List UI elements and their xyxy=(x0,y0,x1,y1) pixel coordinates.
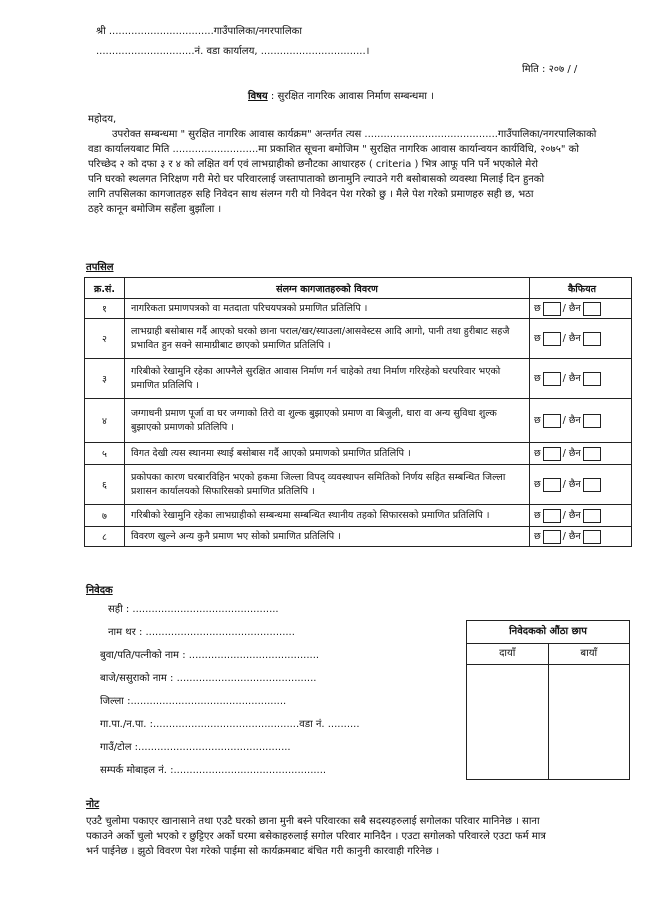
yes-label: छ xyxy=(534,479,541,491)
row-serial: ७ xyxy=(85,505,125,527)
note-line: पकाउने अर्को चुलो भएको र छुट्टिएर अर्को घरमा बसेकाहरुलाई सगोल परिवार मानिदैन । एउटा सगोलको परिवारले एउटा फर्म मात्र xyxy=(86,831,546,842)
row-description: नागरिकता प्रमाणपत्रको वा मतदाता परिचयपत्रको प्रमाणित प्रतिलिपि । xyxy=(125,299,530,319)
row-serial: ४ xyxy=(85,399,125,443)
left-thumb-area[interactable] xyxy=(549,665,630,779)
note-heading: नोट xyxy=(86,799,100,810)
table-header-row xyxy=(85,278,632,299)
row-remarks xyxy=(530,359,632,399)
no-checkbox[interactable] xyxy=(583,530,601,544)
no-label: / छैन xyxy=(562,303,581,315)
row-description: विवरण खुल्ने अन्य कुनै प्रमाण भए सोको प्रमाणित प्रतिलिपि । xyxy=(125,527,530,547)
mobile-field[interactable]: सम्पर्क मोबाइल नं. :................................................ xyxy=(100,765,327,776)
municipality-line: श्री .................................गाउँपालिका/नगरपालिका xyxy=(96,26,302,37)
yes-label: छ xyxy=(534,333,541,345)
row-description: प्रकोपका कारण घरबारविहिन भएको हकमा जिल्ला विपद् व्यवस्थापन समितिको निर्णय सहित सम्बन्धित जिल्ला प्रशासन कार्यालयको सिफारिसको प्रमाणित प्रतिलिपि । xyxy=(125,465,530,505)
yes-label: छ xyxy=(534,303,541,315)
header-remarks: कैफियत xyxy=(530,278,632,299)
table-row xyxy=(85,299,632,319)
header-description: संलग्न कागजातहरुको विवरण xyxy=(125,278,530,299)
thumbprint-area xyxy=(467,665,629,779)
body-line: वडा कार्यालयबाट मिति ...........................मा प्रकाशित सूचना बमोजिम " सुरक्षित नागरिक आवास कार्यान्वयन कार्यविधि, २०७५" को xyxy=(88,144,579,155)
yes-checkbox[interactable] xyxy=(543,530,561,544)
table-row xyxy=(85,359,632,399)
row-serial: ५ xyxy=(85,443,125,465)
no-label: / छैन xyxy=(562,531,581,543)
row-remarks xyxy=(530,319,632,359)
no-checkbox[interactable] xyxy=(583,332,601,346)
no-label: / छैन xyxy=(562,333,581,345)
row-remarks xyxy=(530,505,632,527)
no-checkbox[interactable] xyxy=(583,509,601,523)
row-serial: ८ xyxy=(85,527,125,547)
documents-table xyxy=(84,277,632,547)
row-remarks xyxy=(530,399,632,443)
no-label: / छैन xyxy=(562,415,581,427)
municipality-ward-field[interactable]: गा.पा./न.पा. :..............................................वडा नं. .......... xyxy=(100,719,360,730)
row-remarks xyxy=(530,299,632,319)
row-remarks xyxy=(530,527,632,547)
header-serial: क्र.सं. xyxy=(85,278,125,299)
left-thumb-label: बायाँ xyxy=(580,648,598,659)
yes-label: छ xyxy=(534,531,541,543)
district-field[interactable]: जिल्ला :................................................. xyxy=(100,696,287,707)
row-remarks xyxy=(530,465,632,505)
note-line: भर्न पाईनेछ । झुठो विवरण पेश गरेको पाईमा सो कार्यक्रमबाट बंचित गरी कानुनी कारवाही गरिनेछ । xyxy=(86,846,440,857)
table-row xyxy=(85,505,632,527)
grandfather-fatherinlaw-field[interactable]: बाजे/ससुराको नाम : ............................................ xyxy=(100,673,317,684)
body-line: पनि घरको स्थलगत निरिक्षण गरी मेरो घर परिवारलाई जस्तापाताको छानामुनि ल्याउने गरी बसोबासको व्यवस्था मिलाई दिन हुनको xyxy=(88,174,545,185)
no-label: / छैन xyxy=(562,479,581,491)
row-serial: १ xyxy=(85,299,125,319)
signature-field[interactable]: सही : .............................................. xyxy=(108,604,279,615)
body-paragraph xyxy=(88,127,636,217)
no-label: / छैन xyxy=(562,510,581,522)
ward-office-line: ...............................नं. वडा कार्यालय, .................................। xyxy=(96,46,370,57)
no-label: / छैन xyxy=(562,448,581,460)
yes-label: छ xyxy=(534,448,541,460)
no-checkbox[interactable] xyxy=(583,478,601,492)
note-paragraph xyxy=(86,814,634,859)
body-line: ठहरे कानून बमोजिम सहँला बुझाँला । xyxy=(88,204,222,215)
row-serial: ६ xyxy=(85,465,125,505)
row-description: लाभग्राही बसोबास गर्दै आएको घरको छाना पराल/खर/स्याउला/आसवेस्टस आदि आगो, पानी तथा हुरीबाट सहजै प्रभावित हुन सक्ने सामाग्रीबाट छाएको प्रमाणित प्रतिलिपि । xyxy=(125,319,530,359)
thumbprint-box xyxy=(466,620,630,780)
subject-label: विषय xyxy=(248,91,268,102)
parent-spouse-name-field[interactable]: बुवा/पति/पत्नीको नाम : ......................................... xyxy=(100,650,320,661)
no-label: / छैन xyxy=(562,373,581,385)
yes-checkbox[interactable] xyxy=(543,372,561,386)
table-row xyxy=(85,443,632,465)
row-description: गरिबीको रेखामुनि रहेका लाभग्राहीको सम्बन्धमा सम्बन्धित स्थानीय तहको सिफारसको प्रमाणित प्रतिलिपि । xyxy=(125,505,530,527)
salutation: महोदय, xyxy=(88,114,117,125)
right-thumb-area[interactable] xyxy=(467,665,549,779)
no-checkbox[interactable] xyxy=(583,447,601,461)
yes-checkbox[interactable] xyxy=(543,478,561,492)
thumbprint-labels xyxy=(467,644,629,665)
yes-label: छ xyxy=(534,510,541,522)
table-row xyxy=(85,527,632,547)
subject-text: : सुरक्षित नागरिक आवास निर्माण सम्बन्धमा । xyxy=(270,91,434,102)
no-checkbox[interactable] xyxy=(583,414,601,428)
thumbprint-title: निवेदकको औंठा छाप xyxy=(467,621,629,644)
tapasil-heading: तपसिल xyxy=(86,262,114,273)
yes-label: छ xyxy=(534,373,541,385)
right-thumb-label: दायाँ xyxy=(467,644,549,664)
row-description: गरिबीको रेखामुनि रहेका आफ्नैले सुरक्षित आवास निर्माण गर्न चाहेको तथा निर्माण गरिरहेको घरपरिवार भएको प्रमाणित प्रतिलिपि । xyxy=(125,359,530,399)
table-row xyxy=(85,465,632,505)
yes-checkbox[interactable] xyxy=(543,509,561,523)
yes-checkbox[interactable] xyxy=(543,414,561,428)
row-remarks xyxy=(530,443,632,465)
yes-label: छ xyxy=(534,415,541,427)
yes-checkbox[interactable] xyxy=(543,332,561,346)
row-serial: २ xyxy=(85,319,125,359)
applicant-heading: निवेदक xyxy=(86,585,113,596)
body-line: लागि तपसिलका कागजातहरु सहि निवेदन साथ संलग्न गरी यो निवेदन पेश गरेको छु । मैले पेश गरेको प्रमाणहरु सही छ, भ‌ठा xyxy=(88,189,534,200)
row-description: विगत देखी त्यस स्थानमा स्थाई बसोबास गर्दै आएको प्रमाणको प्रमाणित प्रतिलिपि । xyxy=(125,443,530,465)
no-checkbox[interactable] xyxy=(583,302,601,316)
row-description: जग्गाधनी प्रमाण पूर्जा वा घर जग्गाको तिरो वा शुल्क बुझाएको प्रमाण वा बिजुली, धारा वा अन्य सुविधा शुल्क बुझाएको प्रमाणको प्रतिलिपि । xyxy=(125,399,530,443)
note-line: एउटै चुलोमा पकाएर खानासाने तथा एउटै घरको छाना मुनी बस्ने परिवारका सबै सदस्यहरुलाई सगोलका परिवार मानिनेछ । साना xyxy=(86,816,540,827)
subject-line xyxy=(248,90,434,103)
yes-checkbox[interactable] xyxy=(543,302,561,316)
yes-checkbox[interactable] xyxy=(543,447,561,461)
table-row xyxy=(85,319,632,359)
date-line: मिति : २०७ / / xyxy=(522,64,578,75)
row-serial: ३ xyxy=(85,359,125,399)
body-line: परिच्छेद २ को दफा ३ र ४ को लक्षित वर्ग एवं लाभग्राहीको छनौटका आधारहरु ( criteria ) भित्र आफू पनि पर्ने भएकोले मेरो xyxy=(88,159,538,170)
village-tole-field[interactable]: गाउँ/टोल :................................................ xyxy=(100,742,291,753)
table-row xyxy=(85,399,632,443)
body-line: उपरोक्त सम्बन्धमा " सुरक्षित नागरिक आवास कार्यक्रम" अन्तर्गत त्यस ..........................................गाउँपालिका/नगरपालिकाको xyxy=(112,129,597,140)
no-checkbox[interactable] xyxy=(583,372,601,386)
full-name-field[interactable]: नाम थर : ............................................... xyxy=(108,627,295,638)
